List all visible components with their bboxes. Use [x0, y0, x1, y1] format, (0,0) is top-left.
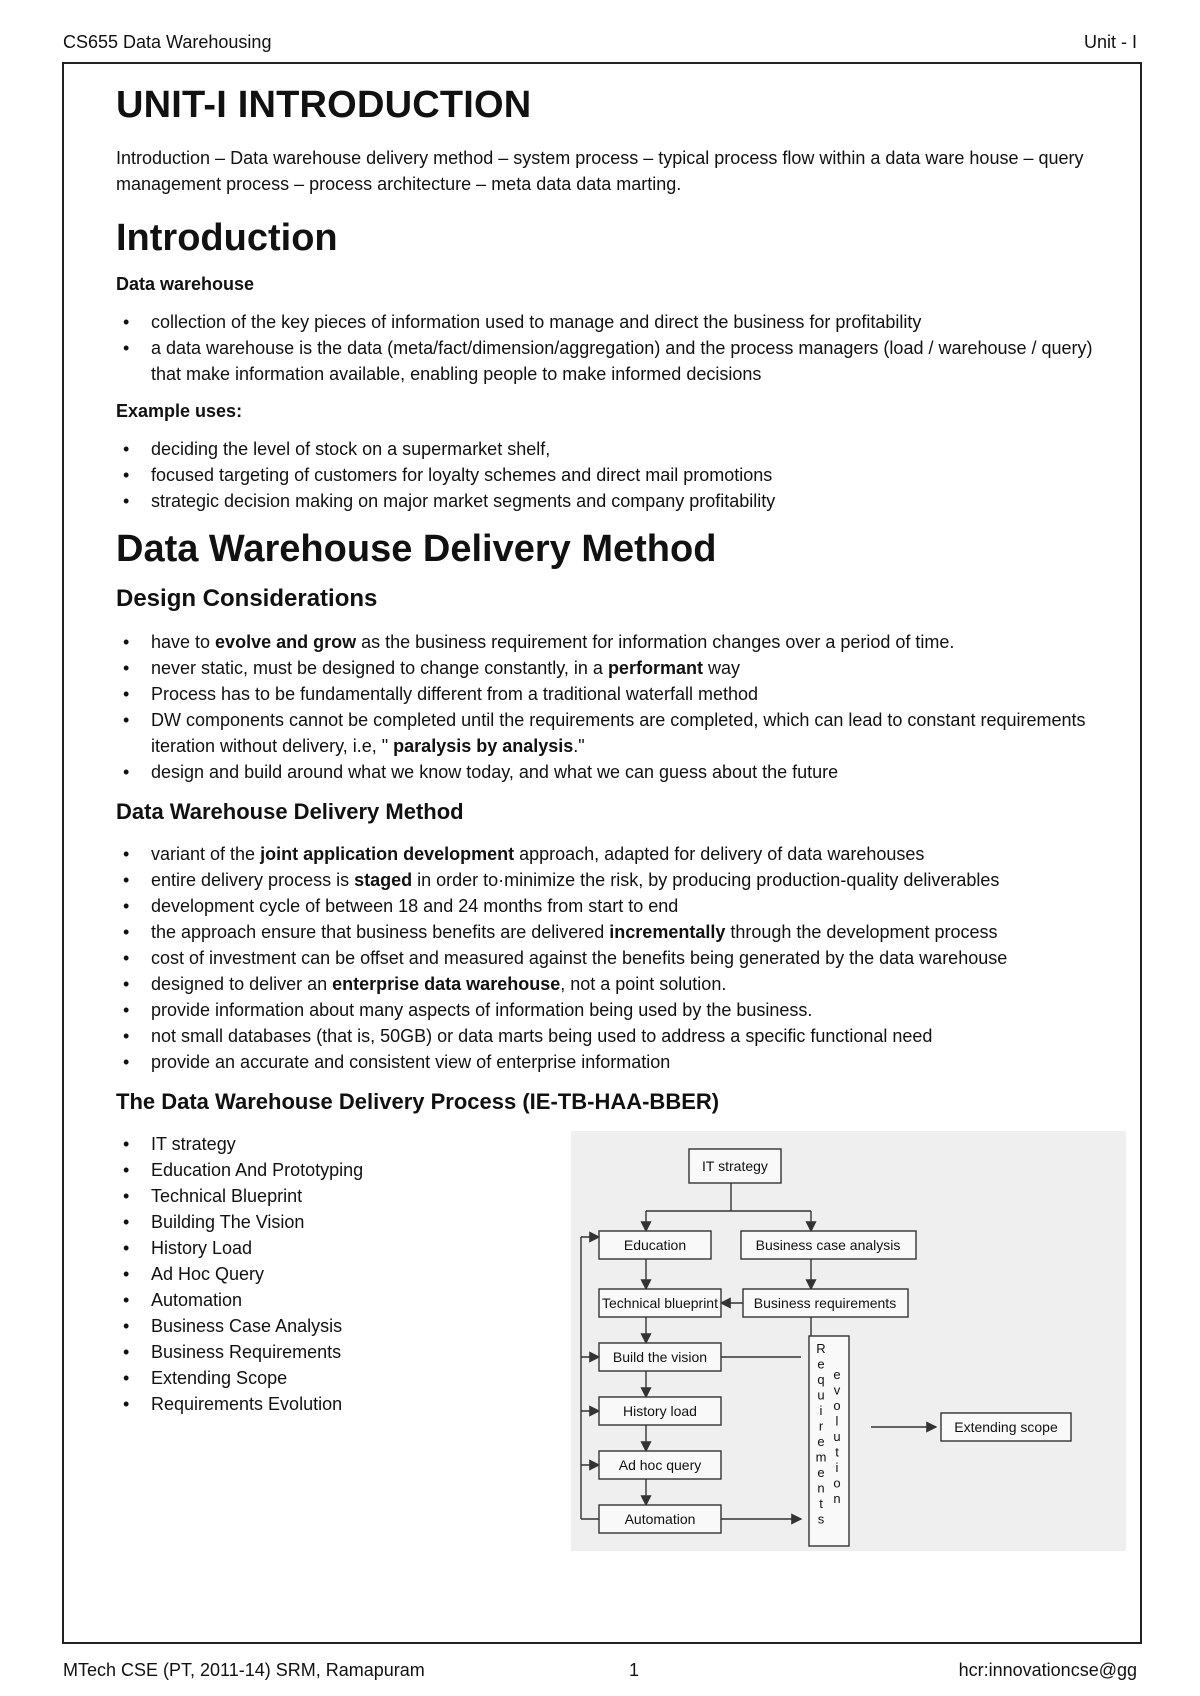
- list-item: • provide an accurate and consistent view of enterprise information: [116, 1049, 1126, 1075]
- list-item: • Technical Blueprint: [116, 1183, 556, 1209]
- list-item: • a data warehouse is the data (meta/fact/dimension/aggregation) and the process managers (load / warehouse / query) that make information available, enabling people to make informed decisions: [116, 335, 1126, 387]
- header-unit: Unit - I: [1083, 32, 1137, 52]
- list-item: • have to evolve and grow as the business requirement for information changes over a period of time.: [116, 629, 1126, 655]
- design-considerations-heading: Design Considerations: [116, 585, 378, 612]
- diagram-technical-blueprint: Technical blueprint: [602, 1295, 718, 1311]
- example-uses-list: [116, 436, 1126, 514]
- list-item: • design and build around what we know today, and what we can guess about the future: [116, 759, 1126, 785]
- delivery-process-list: [116, 1131, 556, 1417]
- list-item: • deciding the level of stock on a supermarket shelf,: [116, 436, 1126, 462]
- page-content: [116, 84, 1126, 1551]
- delivery-method-heading: Data Warehouse Delivery Method: [116, 528, 717, 570]
- diagram-it-strategy: IT strategy: [702, 1158, 768, 1174]
- list-item: • not small databases (that is, 50GB) or data marts being used to address a specific functional need: [116, 1023, 1126, 1049]
- list-item: • designed to deliver an enterprise data warehouse, not a point solution.: [116, 971, 1126, 997]
- page-header: [63, 32, 1137, 56]
- list-item: • focused targeting of customers for loyalty schemes and direct mail promotions: [116, 462, 1126, 488]
- list-item: • collection of the key pieces of information used to manage and direct the business for profitability: [116, 309, 1126, 335]
- introduction-heading: Introduction: [116, 217, 338, 259]
- diagram-requirements-vertical: R e q u i r e m e n t s: [815, 1341, 827, 1527]
- list-item: • Business Requirements: [116, 1339, 556, 1365]
- diagram-business-case: Business case analysis: [755, 1237, 901, 1253]
- diagram-evolution-vertical: e v o l u t i o n: [833, 1367, 841, 1506]
- design-considerations-list: [116, 629, 1126, 785]
- header-course: CS655 Data Warehousing: [63, 32, 272, 52]
- list-item: • provide information about many aspects of information being used by the business.: [116, 997, 1126, 1023]
- list-item: • IT strategy: [116, 1131, 556, 1157]
- delivery-method-subheading: Data Warehouse Delivery Method: [116, 799, 464, 824]
- list-item: • Automation: [116, 1287, 556, 1313]
- delivery-process-section: [116, 1131, 1126, 1551]
- list-item: • strategic decision making on major market segments and company profitability: [116, 488, 1126, 514]
- list-item: • the approach ensure that business benefits are delivered incrementally through the development process: [116, 919, 1126, 945]
- list-item: • DW components cannot be completed until the requirements are completed, which can lead to constant requirements iteration without delivery, i.e, " paralysis by analysis.": [116, 707, 1126, 759]
- list-item: • History Load: [116, 1235, 556, 1261]
- list-item: • Requirements Evolution: [116, 1391, 556, 1417]
- diagram-business-requirements: Business requirements: [753, 1295, 897, 1311]
- list-item: • development cycle of between 18 and 24 months from start to end: [116, 893, 1126, 919]
- data-warehouse-label: Data warehouse: [116, 274, 255, 294]
- list-item: • Business Case Analysis: [116, 1313, 556, 1339]
- footer-course: MTech CSE (PT, 2011-14) SRM, Ramapuram: [63, 1660, 425, 1680]
- example-uses-label: Example uses:: [116, 401, 243, 421]
- diagram-education: Education: [623, 1237, 687, 1253]
- delivery-process-diagram: [571, 1131, 1126, 1551]
- page-number: 1: [629, 1660, 640, 1680]
- list-item: • Building The Vision: [116, 1209, 556, 1235]
- list-item: • Education And Prototyping: [116, 1157, 556, 1183]
- list-item: • Ad Hoc Query: [116, 1261, 556, 1287]
- list-item: • variant of the joint application development approach, adapted for delivery of data warehouses: [116, 841, 1126, 867]
- diagram-build-vision: Build the vision: [612, 1349, 708, 1365]
- page-title: UNIT-I INTRODUCTION: [116, 84, 532, 126]
- diagram-automation: Automation: [624, 1511, 696, 1527]
- list-item: • entire delivery process is staged in order to·minimize the risk, by producing production-quality deliverables: [116, 867, 1126, 893]
- list-item: • never static, must be designed to change constantly, in a performant way: [116, 655, 1126, 681]
- footer-contact: hcr:innovationcse@gg: [958, 1660, 1137, 1680]
- list-item: • Process has to be fundamentally different from a traditional waterfall method: [116, 681, 1126, 707]
- delivery-method-list: [116, 841, 1126, 1075]
- delivery-process-heading: The Data Warehouse Delivery Process (IE-TB-HAA-BBER): [116, 1089, 720, 1114]
- data-warehouse-list: [116, 309, 1126, 387]
- intro-text: Introduction – Data warehouse delivery method – system process – typical process flow within a data ware house – query management process – process architecture – meta data data marting.: [116, 148, 1084, 194]
- list-item: • cost of investment can be offset and measured against the benefits being generated by the data warehouse: [116, 945, 1126, 971]
- diagram-ad-hoc-query: Ad hoc query: [618, 1457, 702, 1473]
- diagram-history-load: History load: [623, 1403, 697, 1419]
- list-item: • Extending Scope: [116, 1365, 556, 1391]
- page-footer: [63, 1660, 1137, 1684]
- diagram-extending-scope: Extending scope: [954, 1419, 1058, 1435]
